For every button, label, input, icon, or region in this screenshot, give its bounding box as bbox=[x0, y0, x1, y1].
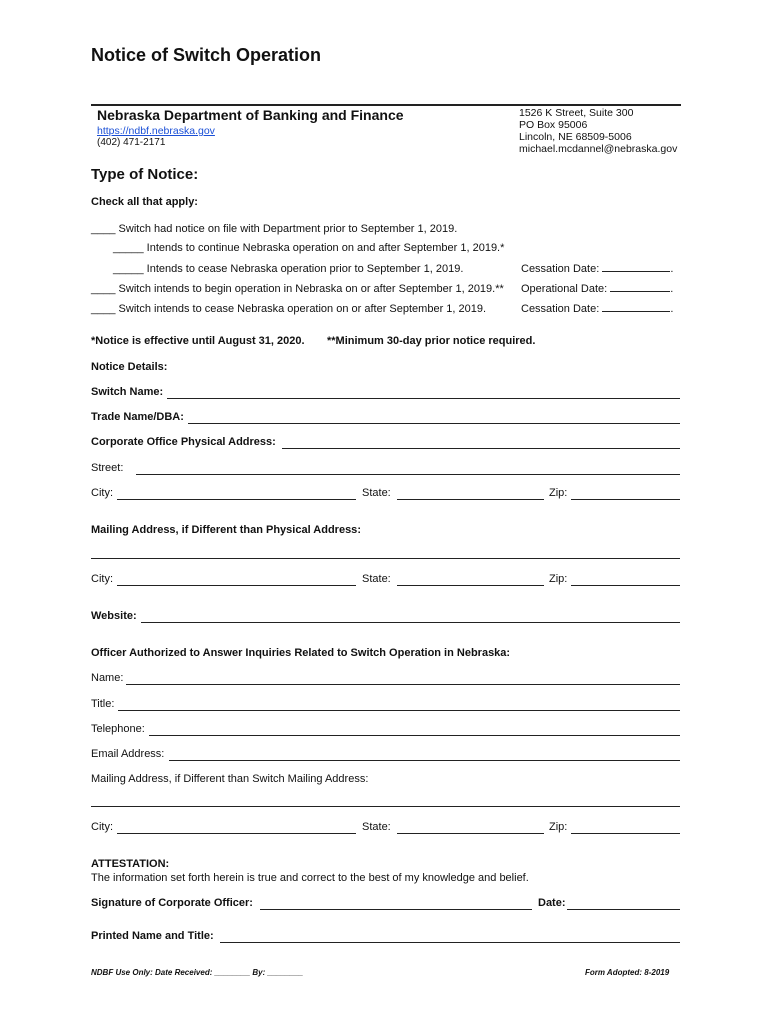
option-label: Switch had notice on file with Department prior to September 1, 2019. bbox=[118, 223, 458, 235]
address-email: michael.mcdannel@nebraska.gov bbox=[519, 143, 678, 155]
officer-zip-label: Zip: bbox=[549, 821, 568, 833]
corporate-address-text: Corporate Office Physical Address bbox=[91, 436, 273, 448]
zip-input[interactable] bbox=[571, 499, 680, 500]
mailing-address-label: Mailing Address, if Different than Physical Address: bbox=[91, 524, 361, 536]
zip-label: Zip: bbox=[549, 487, 568, 499]
officer-zip-input[interactable] bbox=[571, 833, 680, 834]
street-input[interactable] bbox=[136, 474, 680, 475]
attestation-heading: ATTESTATION: bbox=[91, 858, 170, 870]
officer-heading-text: Officer Authorized to Answer Inquiries Related to Switch Operation in Nebraska bbox=[91, 647, 507, 659]
corporate-address-label: Corporate Office Physical Address: bbox=[91, 436, 276, 448]
mailing-address-text: Mailing Address, if Different than Physical Address bbox=[91, 524, 358, 536]
cessation-date-label: Cessation Date: bbox=[521, 263, 600, 275]
notice-option-prior-file[interactable] bbox=[91, 223, 457, 235]
officer-email-label: Email Address: bbox=[91, 748, 165, 760]
trade-name-text: Trade Name/DBA bbox=[91, 411, 181, 423]
option-label: Switch intends to begin operation in Nebraska on or after September 1, 2019.** bbox=[118, 283, 504, 295]
operational-date-field[interactable]: Operational Date: . bbox=[521, 283, 674, 295]
option-label: Intends to cease Nebraska operation prior to September 1, 2019. bbox=[146, 263, 464, 275]
officer-name-label: Name: bbox=[91, 672, 124, 684]
cessation-date-blank[interactable] bbox=[602, 271, 670, 272]
header-rule bbox=[91, 104, 681, 106]
switch-name-text: Switch Name bbox=[91, 386, 160, 398]
notice-option-cease-prior[interactable] bbox=[113, 263, 463, 275]
notice-option-begin[interactable] bbox=[91, 283, 504, 295]
type-of-notice-heading: Type of Notice: bbox=[91, 166, 199, 183]
officer-name-input[interactable] bbox=[126, 684, 680, 685]
state-label: State: bbox=[362, 487, 391, 499]
cessation-date-field-1[interactable]: Cessation Date: . bbox=[521, 263, 674, 275]
cessation-date-field-2[interactable]: Cessation Date: . bbox=[521, 303, 674, 315]
mailing-state-label: State: bbox=[362, 573, 391, 585]
switch-name-label: Switch Name: bbox=[91, 386, 164, 398]
trade-name-label: Trade Name/DBA: bbox=[91, 411, 184, 423]
printed-name-label: Printed Name and Title: bbox=[91, 930, 214, 942]
officer-title-label: Title: bbox=[91, 698, 115, 710]
officer-city-label: City: bbox=[91, 821, 113, 833]
printed-name-input[interactable] bbox=[220, 942, 680, 943]
mailing-city-label: City: bbox=[91, 573, 113, 585]
signature-label: Signature of Corporate Officer: bbox=[91, 897, 253, 909]
officer-telephone-input[interactable] bbox=[149, 735, 680, 736]
officer-telephone-label: Telephone: bbox=[91, 723, 145, 735]
officer-mailing-input[interactable] bbox=[91, 806, 680, 807]
department-phone: (402) 471-2171 bbox=[97, 137, 166, 148]
officer-heading: Officer Authorized to Answer Inquiries Related to Switch Operation in Nebraska: bbox=[91, 647, 511, 659]
officer-title-input[interactable] bbox=[118, 710, 680, 711]
effective-note: *Notice is effective until August 31, 2020. bbox=[91, 335, 305, 347]
address-line: 1526 K Street, Suite 300 bbox=[519, 107, 634, 119]
officer-email-input[interactable] bbox=[169, 760, 680, 761]
signature-date-input[interactable] bbox=[567, 909, 680, 910]
check-all-label: Check all that apply: bbox=[91, 196, 198, 208]
corporate-address-input[interactable] bbox=[282, 448, 680, 449]
cessation-date-label: Cessation Date: bbox=[521, 303, 600, 315]
mailing-zip-label: Zip: bbox=[549, 573, 568, 585]
page-title: Notice of Switch Operation bbox=[91, 45, 322, 65]
mailing-state-input[interactable] bbox=[397, 585, 544, 586]
address-line: Lincoln, NE 68509-5006 bbox=[519, 131, 632, 143]
signature-input[interactable] bbox=[260, 909, 532, 910]
street-label: Street: bbox=[91, 462, 124, 474]
ndbf-use-only: NDBF Use Only: Date Received: ________ By: ________ bbox=[91, 968, 304, 977]
signature-date-label: Date: bbox=[538, 897, 566, 909]
website-input[interactable] bbox=[141, 622, 680, 623]
mailing-zip-input[interactable] bbox=[571, 585, 680, 586]
officer-state-label: State: bbox=[362, 821, 391, 833]
checkbox-blank[interactable]: ____ bbox=[91, 223, 116, 235]
checkbox-blank[interactable]: _____ bbox=[113, 242, 144, 254]
trade-name-input[interactable] bbox=[188, 423, 680, 424]
form-adopted: Form Adopted: 8-2019 bbox=[585, 968, 670, 977]
mailing-city-input[interactable] bbox=[117, 585, 356, 586]
city-input[interactable] bbox=[117, 499, 356, 500]
checkbox-blank[interactable]: ____ bbox=[91, 303, 116, 315]
notice-details-heading: Notice Details: bbox=[91, 361, 168, 373]
state-input[interactable] bbox=[397, 499, 544, 500]
attestation-text: The information set forth herein is true and correct to the best of my knowledge and belief. bbox=[91, 872, 529, 884]
prior-notice-note: **Minimum 30-day prior notice required. bbox=[327, 335, 536, 347]
department-address bbox=[519, 107, 677, 155]
city-label: City: bbox=[91, 487, 113, 499]
department-name: Nebraska Department of Banking and Finance bbox=[97, 107, 404, 123]
operational-date-label: Operational Date: bbox=[521, 283, 608, 295]
mailing-address-input[interactable] bbox=[91, 558, 680, 559]
operational-date-blank[interactable] bbox=[610, 291, 670, 292]
website-label: Website: bbox=[91, 610, 137, 622]
address-line: PO Box 95006 bbox=[519, 119, 588, 131]
checkbox-blank[interactable]: _____ bbox=[113, 263, 144, 275]
switch-name-input[interactable] bbox=[167, 398, 680, 399]
checkbox-blank[interactable]: ____ bbox=[91, 283, 116, 295]
notice-option-continue[interactable] bbox=[113, 242, 504, 254]
notice-option-cease-after[interactable] bbox=[91, 303, 486, 315]
option-label: Switch intends to cease Nebraska operation on or after September 1, 2019. bbox=[118, 303, 487, 315]
option-label: Intends to continue Nebraska operation on and after September 1, 2019.* bbox=[146, 242, 505, 254]
officer-state-input[interactable] bbox=[397, 833, 544, 834]
officer-city-input[interactable] bbox=[117, 833, 356, 834]
department-website-link[interactable]: https://ndbf.nebraska.gov bbox=[97, 125, 215, 137]
officer-mailing-label: Mailing Address, if Different than Switch Mailing Address: bbox=[91, 773, 369, 785]
cessation-date-blank[interactable] bbox=[602, 311, 670, 312]
